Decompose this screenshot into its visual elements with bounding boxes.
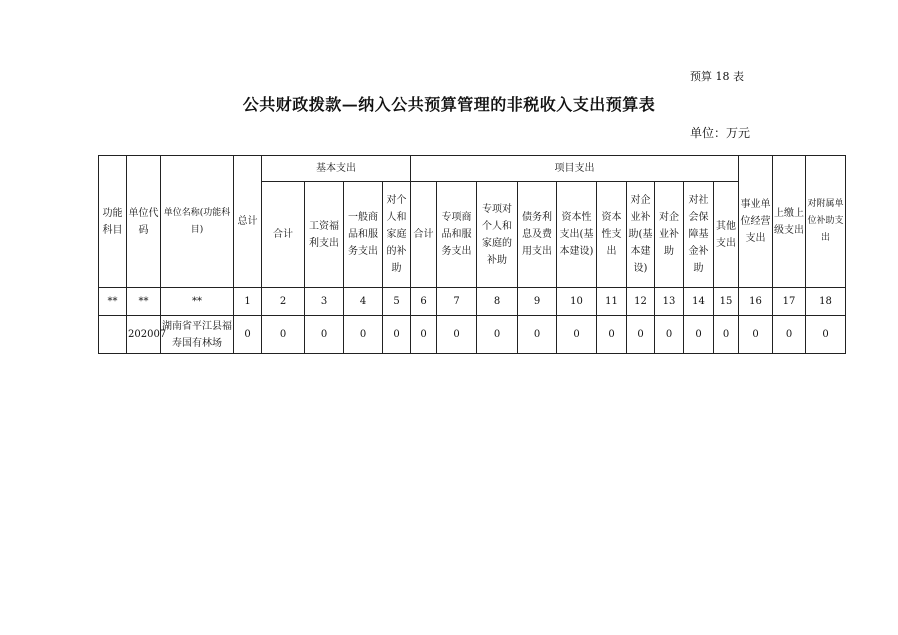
table-cell: [99, 316, 127, 354]
table-cell: 0: [234, 316, 262, 354]
table-cell: 0: [437, 316, 477, 354]
header-tail-col: 对附属单位补助支出: [806, 156, 846, 288]
header-total: 总计: [234, 156, 262, 288]
index-cell: 13: [655, 288, 684, 316]
header-tail-col: 上缴上级支出: [773, 156, 806, 288]
table-cell: 202007: [127, 316, 161, 354]
page-title: 公共财政拨款—纳入公共预算管理的非税收入支出预算表: [242, 95, 656, 114]
index-cell: 4: [344, 288, 383, 316]
table-cell: 0: [383, 316, 411, 354]
table-row: [99, 316, 846, 354]
unit-label: 单位：万元: [690, 126, 751, 140]
header-group-row: [99, 156, 846, 182]
index-cell: 7: [437, 288, 477, 316]
header-basic-col: 对个人和家庭的补助: [383, 182, 411, 288]
header-project-group: 项目支出: [411, 156, 739, 182]
header-unit-code: 单位代码: [127, 156, 161, 288]
index-cell: 17: [773, 288, 806, 316]
header-project-col: 债务利息及费用支出: [518, 182, 557, 288]
header-project-col: 资本性支出(基本建设): [557, 182, 597, 288]
index-cell: 5: [383, 288, 411, 316]
header-func-subject: 功能科目: [99, 156, 127, 288]
index-cell: 3: [305, 288, 344, 316]
index-cell: 6: [411, 288, 437, 316]
header-project-col: 对企业补助: [655, 182, 684, 288]
table-cell: 0: [305, 316, 344, 354]
index-cell: 16: [739, 288, 773, 316]
table-cell: 0: [518, 316, 557, 354]
table-cell: 湖南省平江县福寿国有林场: [161, 316, 234, 354]
index-cell: 1: [234, 288, 262, 316]
table-cell: 0: [773, 316, 806, 354]
header-project-col: 合计: [411, 182, 437, 288]
index-cell: 8: [477, 288, 518, 316]
header-tail-col: 事业单位经营支出: [739, 156, 773, 288]
table-cell: 0: [597, 316, 627, 354]
header-unit-name: 单位名称(功能科目): [161, 156, 234, 288]
form-number: 预算 18 表: [690, 70, 744, 83]
header-basic-col: 工资福利支出: [305, 182, 344, 288]
table-cell: 0: [477, 316, 518, 354]
table-cell: 0: [684, 316, 714, 354]
header-project-col: 其他支出: [714, 182, 739, 288]
index-cell: 12: [627, 288, 655, 316]
index-cell: **: [99, 288, 127, 316]
table-cell: 0: [627, 316, 655, 354]
index-cell: 18: [806, 288, 846, 316]
header-basic-col: 一般商品和服务支出: [344, 182, 383, 288]
index-cell: 11: [597, 288, 627, 316]
table-cell: 0: [344, 316, 383, 354]
index-cell: 9: [518, 288, 557, 316]
table-cell: 0: [714, 316, 739, 354]
header-project-col: 对社会保障基金补助: [684, 182, 714, 288]
header-project-col: 对企业补助(基本建设): [627, 182, 655, 288]
index-cell: **: [127, 288, 161, 316]
index-cell: 2: [262, 288, 305, 316]
table-cell: 0: [262, 316, 305, 354]
table-cell: 0: [739, 316, 773, 354]
index-cell: 15: [714, 288, 739, 316]
header-project-col: 专项商品和服务支出: [437, 182, 477, 288]
index-cell: 14: [684, 288, 714, 316]
table-cell: 0: [655, 316, 684, 354]
header-basic-col: 合计: [262, 182, 305, 288]
header-project-col: 专项对个人和家庭的补助: [477, 182, 518, 288]
header-basic-group: 基本支出: [262, 156, 411, 182]
index-cell: **: [161, 288, 234, 316]
table-cell: 0: [806, 316, 846, 354]
header-project-col: 资本性支出: [597, 182, 627, 288]
table-cell: 0: [411, 316, 437, 354]
index-cell: 10: [557, 288, 597, 316]
index-row: [99, 288, 846, 316]
table-cell: 0: [557, 316, 597, 354]
budget-table: [98, 155, 846, 354]
